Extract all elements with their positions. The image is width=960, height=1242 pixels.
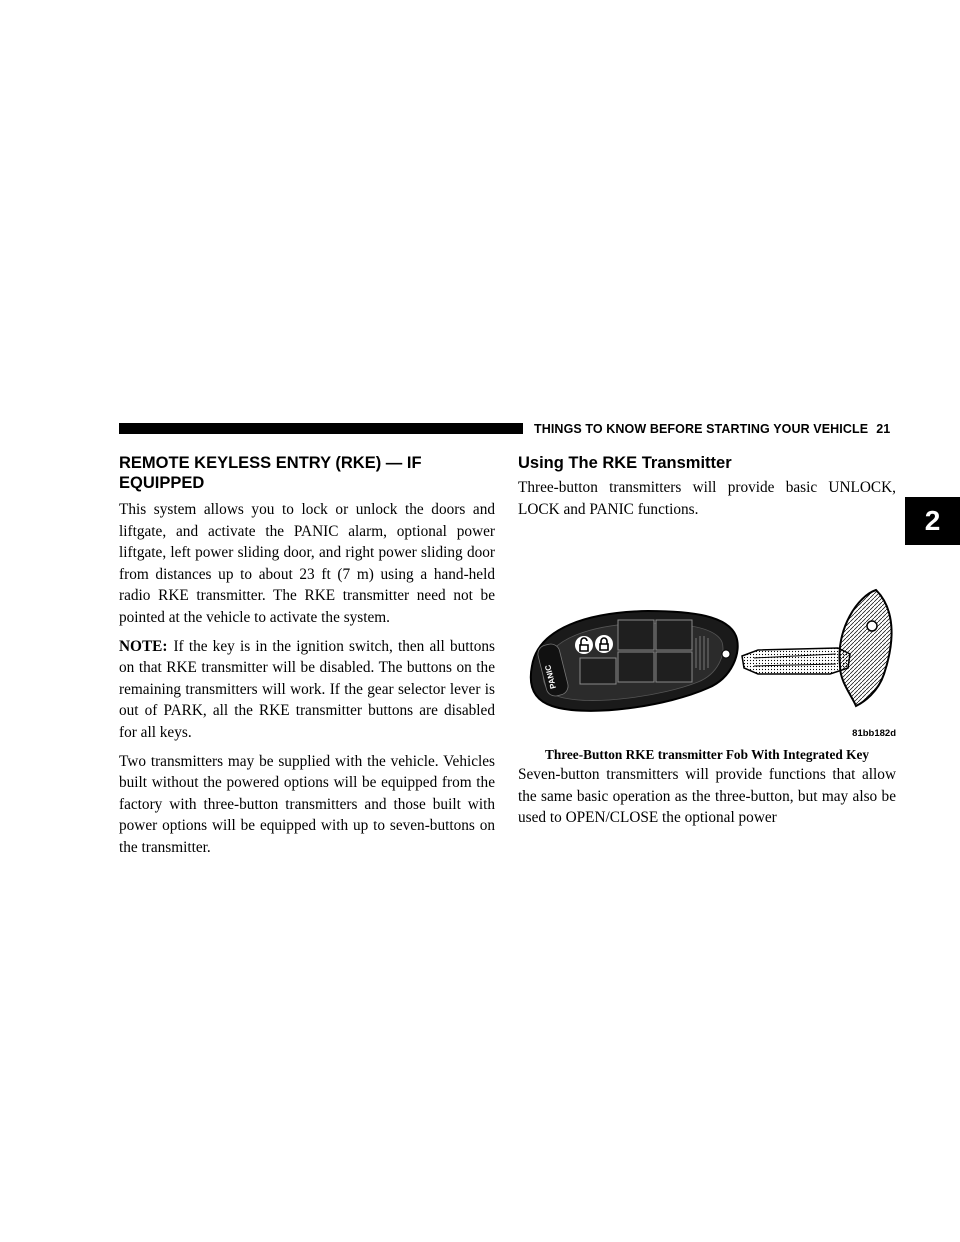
- chapter-number: 2: [924, 505, 941, 536]
- note-label: NOTE:: [119, 637, 168, 655]
- running-title: THINGS TO KNOW BEFORE STARTING YOUR VEHICLE: [534, 422, 869, 436]
- note-text: If the key is in the ignition switch, then all buttons on that RKE transmitter will be disabled. The buttons on the remaining transmitters will work. If the gear selector lever is out of PARK, all the RKE transmitter buttons are disabled for all keys.: [119, 637, 495, 741]
- section-heading: [119, 453, 495, 493]
- right-column: [518, 453, 896, 836]
- panic-button-label: PANIC: [543, 664, 558, 690]
- fob-body: [531, 611, 738, 711]
- key-head: [840, 590, 892, 706]
- key-fob-illustration: [518, 578, 896, 728]
- key-fob-figure: [518, 578, 896, 740]
- three-button-paragraph: Three-button transmitters will provide basic UNLOCK, LOCK and PANIC functions.: [518, 479, 896, 518]
- note-paragraph: [119, 636, 495, 744]
- running-head: [534, 422, 890, 436]
- transmitters-paragraph: Two transmitters may be supplied with the vehicle. Vehicles built without the powered options will be equipped from the factory with three-button transmitters and those built with power options will be equipped with up to seven-buttons on the transmitter.: [119, 752, 495, 856]
- figure-caption: Three-Button RKE transmitter Fob With Integrated Key: [544, 747, 870, 763]
- page-number: 21: [876, 422, 891, 436]
- seven-button-paragraph: Seven-button transmitters will provide functions that allow the same basic operation as the three-button, but may also be used to OPEN/CLOSE the optional power: [518, 766, 896, 827]
- intro-paragraph: This system allows you to lock or unlock the doors and liftgate, and activate the PANIC alarm, optional power liftgate, left power sliding door, and right power sliding door from distances up to about 23 ft (7 m) using a hand-held radio RKE transmitter. The RKE transmitter need not be pointed at the vehicle to activate the system.: [119, 501, 495, 626]
- figure-id: 81bb182d: [852, 728, 896, 740]
- section-heading-line2: EQUIPPED: [119, 474, 205, 492]
- chapter-tab: [905, 497, 960, 545]
- section-heading-line1: REMOTE KEYLESS ENTRY (RKE) — IF: [119, 454, 422, 472]
- header-rule: [119, 423, 523, 434]
- key-blade: [742, 648, 850, 674]
- left-column: [119, 453, 495, 866]
- subsection-heading: Using The RKE Transmitter: [518, 454, 732, 472]
